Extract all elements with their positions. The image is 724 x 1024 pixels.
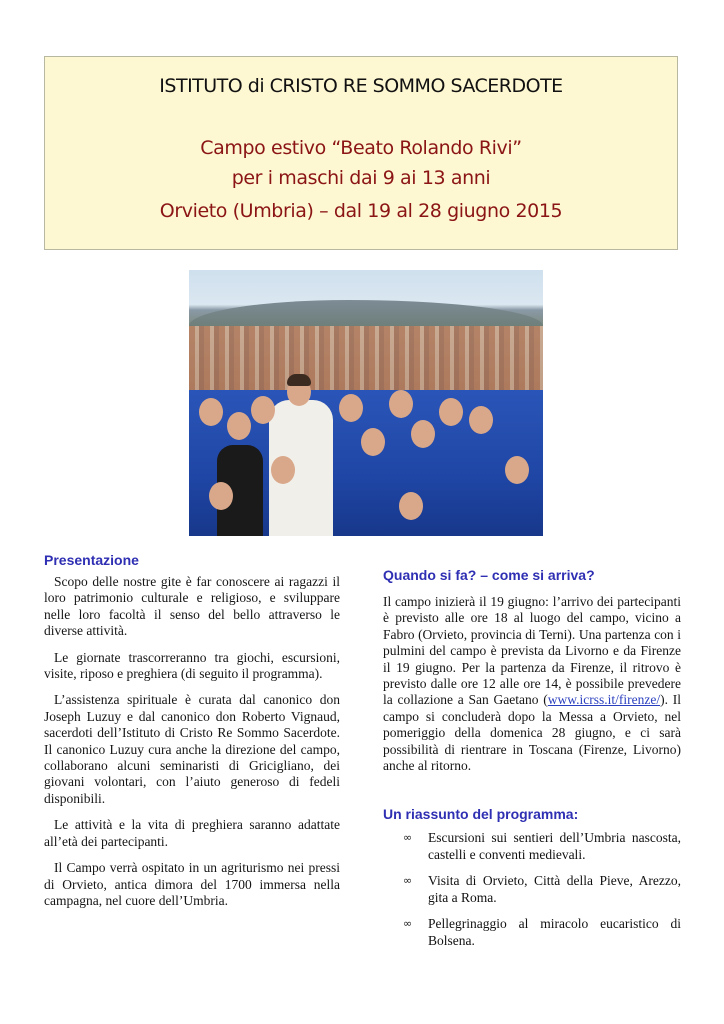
infinity-bullet-icon: ∞ [403,831,413,845]
camp-audience: per i maschi dai 9 ai 13 anni [231,167,491,189]
photo-face [389,390,413,418]
programma-list [383,830,681,948]
programma-item-text: Visita di Orvieto, Città della Pieve, Arezzo, gita a Roma. [428,873,681,905]
photo-face [399,492,423,520]
photo-face [209,482,233,510]
programma-item-text: Pellegrinaggio al miracolo eucaristico di Bolsena. [428,916,681,948]
list-item [383,830,681,863]
photo-face [361,428,385,456]
photo-city [189,326,543,396]
photo-face [469,406,493,434]
presentazione-paragraph: Le attività e la vita di preghiera saranno adattate all’età dei partecipanti. [44,817,340,849]
quando-heading: Quando si fa? – come si arriva? [383,567,595,583]
camp-name: Campo estivo “Beato Rolando Rivi” [200,137,522,159]
quando-text-start: Il campo inizierà il 19 giugno: l’arrivo dei partecipanti è previsto alle ore 18 al luogo del campo, vicino a Fabro (Orvieto, provincia di Terni). Una partenza con i pulmini del campo è prevista da Livorno e da Firenze il 19 giugno. Per la partenza da Firenze, il ritrovo è previsto dalle ore 12 alle ore 14, è possibile prevedere la collazione a San Gaetano ( [383,594,681,708]
left-column [44,552,340,909]
photo-face [251,396,275,424]
photo-face [339,394,363,422]
header-box [44,56,678,250]
presentazione-heading: Presentazione [44,552,139,568]
camp-place-dates: Orvieto (Umbria) – dal 19 al 28 giugno 2015 [159,200,563,222]
photo-hills [189,300,543,326]
presentazione-paragraph: Il Campo verrà ospitato in un agriturismo nei pressi di Orvieto, antica dimora del 1700 immersa nella campagna, nel cuore dell’Umbria. [44,860,340,908]
presentazione-paragraph: Le giornate trascorreranno tra giochi, escursioni, visite, riposo e preghiera (di seguito il programma). [44,649,340,682]
list-item [383,873,681,906]
photo-hair [287,374,311,386]
group-photo [189,270,543,536]
photo-face [227,412,251,440]
list-item [383,916,681,949]
quando-text-end: ). Il campo si concluderà dopo la Messa a Orvieto, nel pomeriggio della domenica 28 giugno, e ci sarà possibilità di rientrare in Toscana (Firenze, Livorno) anche al ritorno. [383,692,681,774]
firenze-link[interactable]: www.icrss.it/firenze/ [547,692,661,708]
photo-face [505,456,529,484]
infinity-bullet-icon: ∞ [403,917,413,931]
programma-item-text: Escursioni sui sentieri dell’Umbria nascosta, castelli e conventi medievali. [428,830,681,862]
photo-face [271,456,295,484]
photo-face [199,398,223,426]
institute-title: ISTITUTO di CRISTO RE SOMMO SACERDOTE [159,75,563,97]
presentazione-paragraph: L’assistenza spirituale è curata dal canonico don Joseph Luzuy e dal canonico don Roberto Vignaud, sacerdoti dell’Istituto di Cristo Re Sommo Sacerdote. Il canonico Luzuy cura anche la direzione del campo, collaborano alcuni seminaristi di Gricigliano, dei giovani volontari, con l’aiuto generoso di fedeli disponibili. [44,692,340,806]
quando-paragraph [383,594,681,774]
presentazione-paragraph: Scopo delle nostre gite è far conoscere ai ragazzi il loro patrimonio culturale e religioso, e sviluppare nelle loro facoltà il senso del bello attraverso le diverse attività. [44,574,340,639]
programma-heading: Un riassunto del programma: [383,806,579,823]
photo-face [411,420,435,448]
right-column [383,567,681,959]
infinity-bullet-icon: ∞ [403,874,413,888]
photo-face [439,398,463,426]
